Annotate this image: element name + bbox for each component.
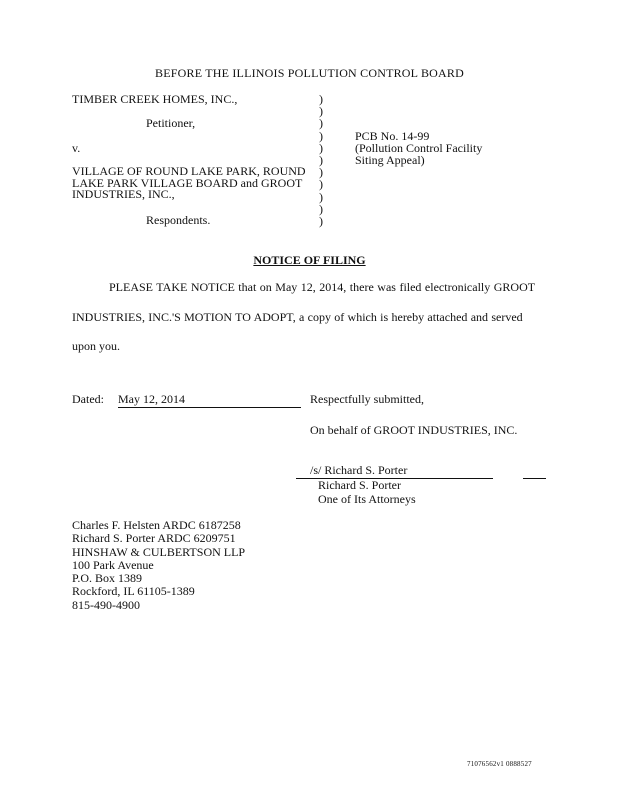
dated-underline — [118, 407, 301, 408]
notice-line-1: PLEASE TAKE NOTICE that on May 12, 2014, there was filed electronically GROOT — [109, 280, 536, 294]
electronic-signature: /s/ Richard S. Porter — [310, 463, 408, 477]
document-id: 71076562v1 0888527 — [467, 760, 532, 768]
paren: ) — [319, 201, 323, 216]
versus: v. — [72, 141, 81, 155]
respondent-line: LAKE PARK VILLAGE BOARD and GROOT — [72, 175, 303, 190]
attorney-line: P.O. Box 1389 — [72, 571, 143, 586]
paren: ) — [319, 128, 323, 143]
signer-title: One of Its Attorneys — [318, 492, 416, 506]
notice-line-3: upon you. — [72, 339, 120, 353]
respectfully-submitted: Respectfully submitted, — [310, 392, 424, 406]
dated-label: Dated: — [72, 392, 104, 406]
attorney-line: HINSHAW & CULBERTSON LLP — [72, 544, 246, 559]
paren: ) — [319, 165, 323, 180]
notice-title: NOTICE OF FILING — [253, 253, 366, 267]
respondent-names — [72, 166, 306, 201]
paren: ) — [319, 189, 323, 204]
attorney-block — [72, 519, 245, 612]
court-title: BEFORE THE ILLINOIS POLLUTION CONTROL BOARD — [155, 66, 464, 80]
attorney-line: Richard S. Porter ARDC 6209751 — [72, 531, 236, 546]
attorney-line: Rockford, IL 61105-1389 — [72, 584, 195, 599]
notice-line-2: INDUSTRIES, INC.'S MOTION TO ADOPT, a copy of which is hereby attached and served — [72, 310, 523, 324]
case-type-line: Siting Appeal) — [355, 153, 425, 167]
paren: ) — [319, 140, 323, 155]
on-behalf-of: On behalf of GROOT INDUSTRIES, INC. — [310, 423, 518, 437]
caption-parentheses — [319, 93, 329, 227]
attorney-line: 815-490-4900 — [72, 597, 140, 612]
paren: ) — [319, 116, 323, 131]
respondent-role: Respondents. — [146, 213, 211, 227]
petitioner-name: TIMBER CREEK HOMES, INC., — [72, 92, 238, 106]
petitioner-role: Petitioner, — [146, 116, 196, 130]
respondent-line: INDUSTRIES, INC., — [72, 187, 175, 201]
signature-underline-extra — [523, 478, 546, 479]
dated-value: May 12, 2014 — [118, 392, 185, 406]
paren: ) — [319, 177, 323, 192]
case-type-line: (Pollution Control Facility — [355, 141, 483, 155]
paren: ) — [319, 104, 323, 119]
paren: ) — [319, 92, 323, 106]
case-number: PCB No. 14-99 — [355, 129, 430, 143]
respondent-line: VILLAGE OF ROUND LAKE PARK, ROUND — [72, 164, 306, 178]
attorney-line: Charles F. Helsten ARDC 6187258 — [72, 518, 241, 532]
signer-name: Richard S. Porter — [318, 478, 401, 492]
paren: ) — [319, 152, 323, 167]
attorney-line: 100 Park Avenue — [72, 557, 154, 572]
case-type — [355, 142, 482, 166]
paren: ) — [319, 213, 323, 228]
